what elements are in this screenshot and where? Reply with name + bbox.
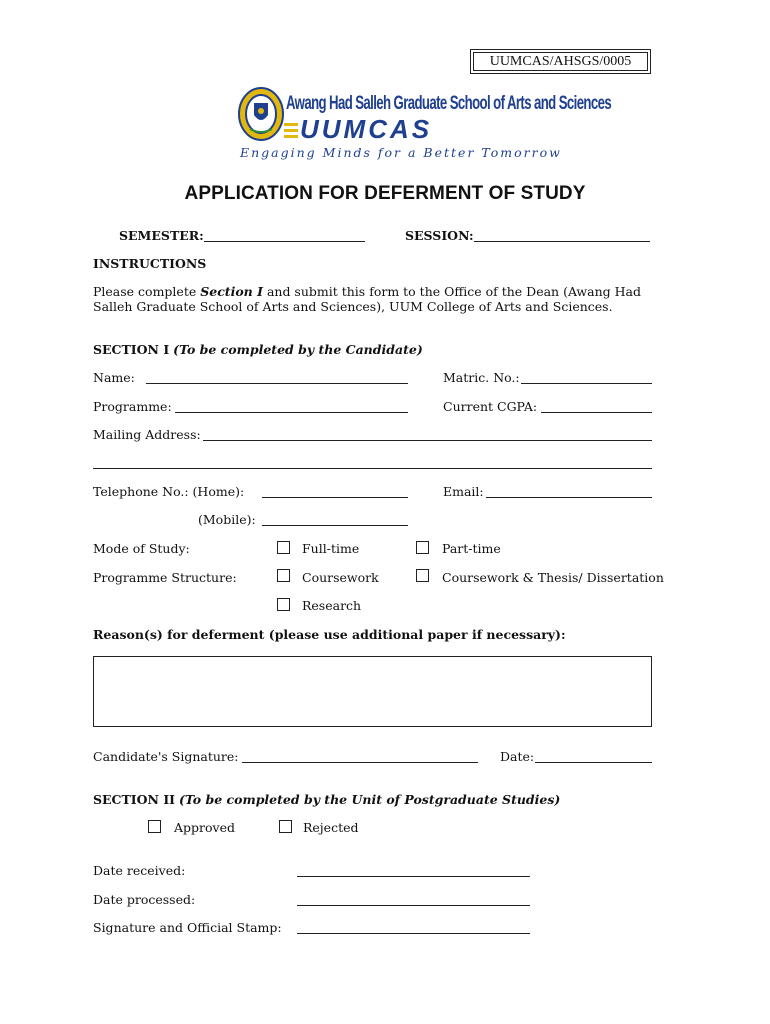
date-received-label: Date received: bbox=[93, 863, 186, 878]
mode-of-study-label: Mode of Study: bbox=[93, 541, 190, 556]
instructions-section-ref: Section I bbox=[200, 284, 263, 299]
telephone-mobile-field[interactable] bbox=[262, 525, 408, 526]
name-field[interactable] bbox=[146, 383, 408, 384]
matric-label: Matric. No.: bbox=[443, 370, 520, 385]
rejected-checkbox[interactable] bbox=[279, 820, 292, 833]
email-field[interactable] bbox=[486, 497, 652, 498]
approved-checkbox[interactable] bbox=[148, 820, 161, 833]
telephone-home-field[interactable] bbox=[262, 497, 408, 498]
telephone-home-label: Telephone No.: (Home): bbox=[93, 484, 245, 499]
research-checkbox[interactable] bbox=[277, 598, 290, 611]
date-processed-field[interactable] bbox=[297, 905, 530, 906]
signature-stamp-field[interactable] bbox=[297, 933, 530, 934]
instructions-line-1: Please complete Section I and submit this form to the Office of the Dean (Awang Had bbox=[93, 284, 641, 299]
uum-crest-icon bbox=[236, 85, 286, 143]
research-label: Research bbox=[302, 598, 362, 613]
brand-name: UUMCAS bbox=[300, 114, 433, 144]
reason-textarea[interactable] bbox=[93, 656, 652, 727]
approved-label: Approved bbox=[174, 820, 235, 835]
mailing-address-label: Mailing Address: bbox=[93, 427, 201, 442]
programme-field[interactable] bbox=[175, 412, 408, 413]
cgpa-label: Current CGPA: bbox=[443, 399, 538, 414]
cgpa-field[interactable] bbox=[541, 412, 652, 413]
tagline: Engaging Minds for a Better Tomorrow bbox=[240, 145, 562, 160]
session-field[interactable] bbox=[474, 241, 650, 242]
signature-stamp-label: Signature and Official Stamp: bbox=[93, 920, 282, 935]
instructions-heading: INSTRUCTIONS bbox=[93, 256, 207, 271]
page-title: APPLICATION FOR DEFERMENT OF STUDY bbox=[184, 183, 586, 204]
candidate-signature-field[interactable] bbox=[242, 762, 478, 763]
mailing-address-field-2[interactable] bbox=[93, 468, 652, 469]
date-received-field[interactable] bbox=[297, 876, 530, 877]
semester-field[interactable] bbox=[204, 241, 365, 242]
coursework-thesis-label: Coursework & Thesis/ Dissertation bbox=[442, 570, 664, 585]
form-code-box bbox=[470, 49, 651, 74]
candidate-signature-label: Candidate's Signature: bbox=[93, 749, 239, 764]
email-label: Email: bbox=[443, 484, 484, 499]
uumcas-logo bbox=[236, 85, 612, 165]
part-time-checkbox[interactable] bbox=[416, 541, 429, 554]
semester-label: SEMESTER: bbox=[119, 228, 204, 243]
form-code: UUMCAS/AHSGS/0005 bbox=[473, 52, 648, 71]
candidate-date-label: Date: bbox=[500, 749, 535, 764]
date-processed-label: Date processed: bbox=[93, 892, 196, 907]
section-1-heading: SECTION I (To be completed by the Candidate) bbox=[93, 342, 423, 357]
session-label: SESSION: bbox=[405, 228, 474, 243]
part-time-label: Part-time bbox=[442, 541, 501, 556]
school-name: Awang Had Salleh Graduate School of Arts and Sciences bbox=[286, 91, 612, 114]
candidate-date-field[interactable] bbox=[535, 762, 652, 763]
mailing-address-field-1[interactable] bbox=[203, 440, 652, 441]
matric-field[interactable] bbox=[521, 383, 652, 384]
coursework-checkbox[interactable] bbox=[277, 569, 290, 582]
telephone-mobile-label: (Mobile): bbox=[198, 512, 256, 527]
section-2-heading: SECTION II (To be completed by the Unit of Postgraduate Studies) bbox=[93, 792, 561, 807]
coursework-label: Coursework bbox=[302, 570, 379, 585]
programme-label: Programme: bbox=[93, 399, 172, 414]
full-time-checkbox[interactable] bbox=[277, 541, 290, 554]
instructions-line-2: Salleh Graduate School of Arts and Sciences), UUM College of Arts and Sciences. bbox=[93, 299, 613, 314]
coursework-thesis-checkbox[interactable] bbox=[416, 569, 429, 582]
name-label: Name: bbox=[93, 370, 135, 385]
full-time-label: Full-time bbox=[302, 541, 360, 556]
reason-label: Reason(s) for deferment (please use additional paper if necessary): bbox=[93, 627, 566, 642]
rejected-label: Rejected bbox=[303, 820, 359, 835]
programme-structure-label: Programme Structure: bbox=[93, 570, 237, 585]
